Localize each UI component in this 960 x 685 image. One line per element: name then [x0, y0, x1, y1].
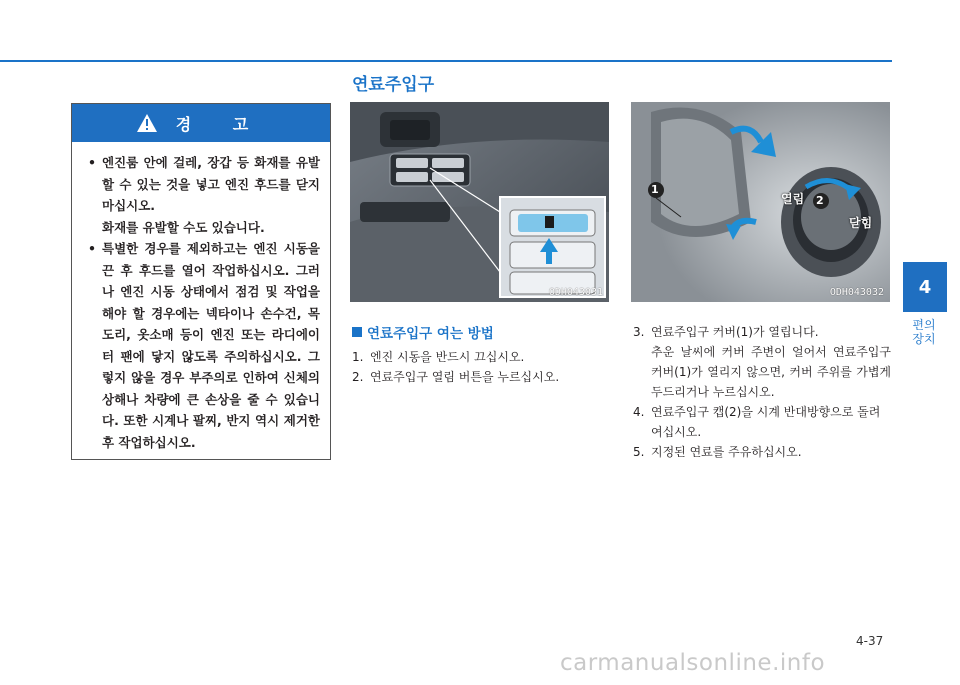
- chapter-label: 편의 장치: [912, 318, 936, 346]
- subheading: 연료주입구 여는 방법: [352, 322, 494, 342]
- fuel-cap-figure: [631, 102, 890, 302]
- warning-box: [71, 103, 331, 460]
- chapter-tab: 4: [903, 262, 947, 312]
- warning-triangle-icon: [136, 113, 158, 133]
- label-1: 1: [651, 183, 659, 196]
- warning-item-note: 화재를 유발할 수도 있습니다.: [102, 219, 265, 235]
- label-2: 2: [816, 194, 824, 207]
- label-close: 닫힘: [849, 216, 873, 230]
- step-item: 3. 연료주입구 커버(1)가 열립니다. 추운 날씨에 커버 주변이 얼어서 연료주입구 커버(1)가 열리지 않으면, 커버 주위를 가볍게 두드리거나 누르십시오.: [633, 322, 891, 402]
- step-note: 추운 날씨에 커버 주변이 얼어서 연료주입구 커버(1)가 열리지 않으면, 커버 주위를 가볍게 두드리거나 누르십시오.: [651, 345, 891, 399]
- fuel-door-button-figure: [350, 102, 609, 302]
- warning-list: [72, 152, 330, 453]
- top-rule: [0, 60, 892, 62]
- warning-item: • 엔진룸 안에 걸레, 장갑 등 화재를 유발할 수 있는 것을 넣고 엔진 후드를 닫지 마십시오. 화재를 유발할 수도 있습니다.: [88, 152, 320, 238]
- warning-header: [72, 104, 330, 142]
- step-item: 4. 연료주입구 캡(2)을 시계 반대방향으로 돌려 여십시오.: [633, 405, 881, 439]
- warning-item: • 특별한 경우를 제외하고는 엔진 시동을 끈 후 후드를 열어 작업하십시오. 그러나 엔진 시동 상태에서 점검 및 작업을 해야 할 경우에는 넥타이나 손수건, 목도리, 옷소매 등이 엔진 또는 라디에이터 팬에 닿지 않도록 주의하십시오. 그렇지 않을 경우 부주의로 인하여 신체의 상해나 차량에 큰 손상을 줄 수 있습니다. 또한 시계나 팔찌, 반지 역시 제거한 후 작업하십시오.: [88, 241, 320, 450]
- step-item: 2. 연료주입구 열림 버튼을 누르십시오.: [352, 370, 560, 384]
- fuel-cap-illustration: [631, 102, 890, 302]
- square-bullet-icon: [352, 327, 362, 337]
- figure-code: ODH043032: [829, 287, 884, 298]
- steps-left: [352, 347, 559, 387]
- step-item: 1. 엔진 시동을 반드시 끄십시오.: [352, 350, 525, 364]
- warning-title: 경 고: [175, 114, 267, 134]
- page-number: 4-37: [856, 634, 884, 648]
- dashboard-illustration: [350, 102, 609, 302]
- section-title: 연료주입구: [352, 75, 435, 95]
- figure-code: ODH043031: [548, 287, 603, 298]
- watermark: carmanualsonline.info: [560, 650, 826, 676]
- label-open: 열림: [781, 192, 805, 206]
- step-item: 5. 지정된 연료를 주유하십시오.: [633, 445, 802, 459]
- steps-right: [633, 322, 891, 462]
